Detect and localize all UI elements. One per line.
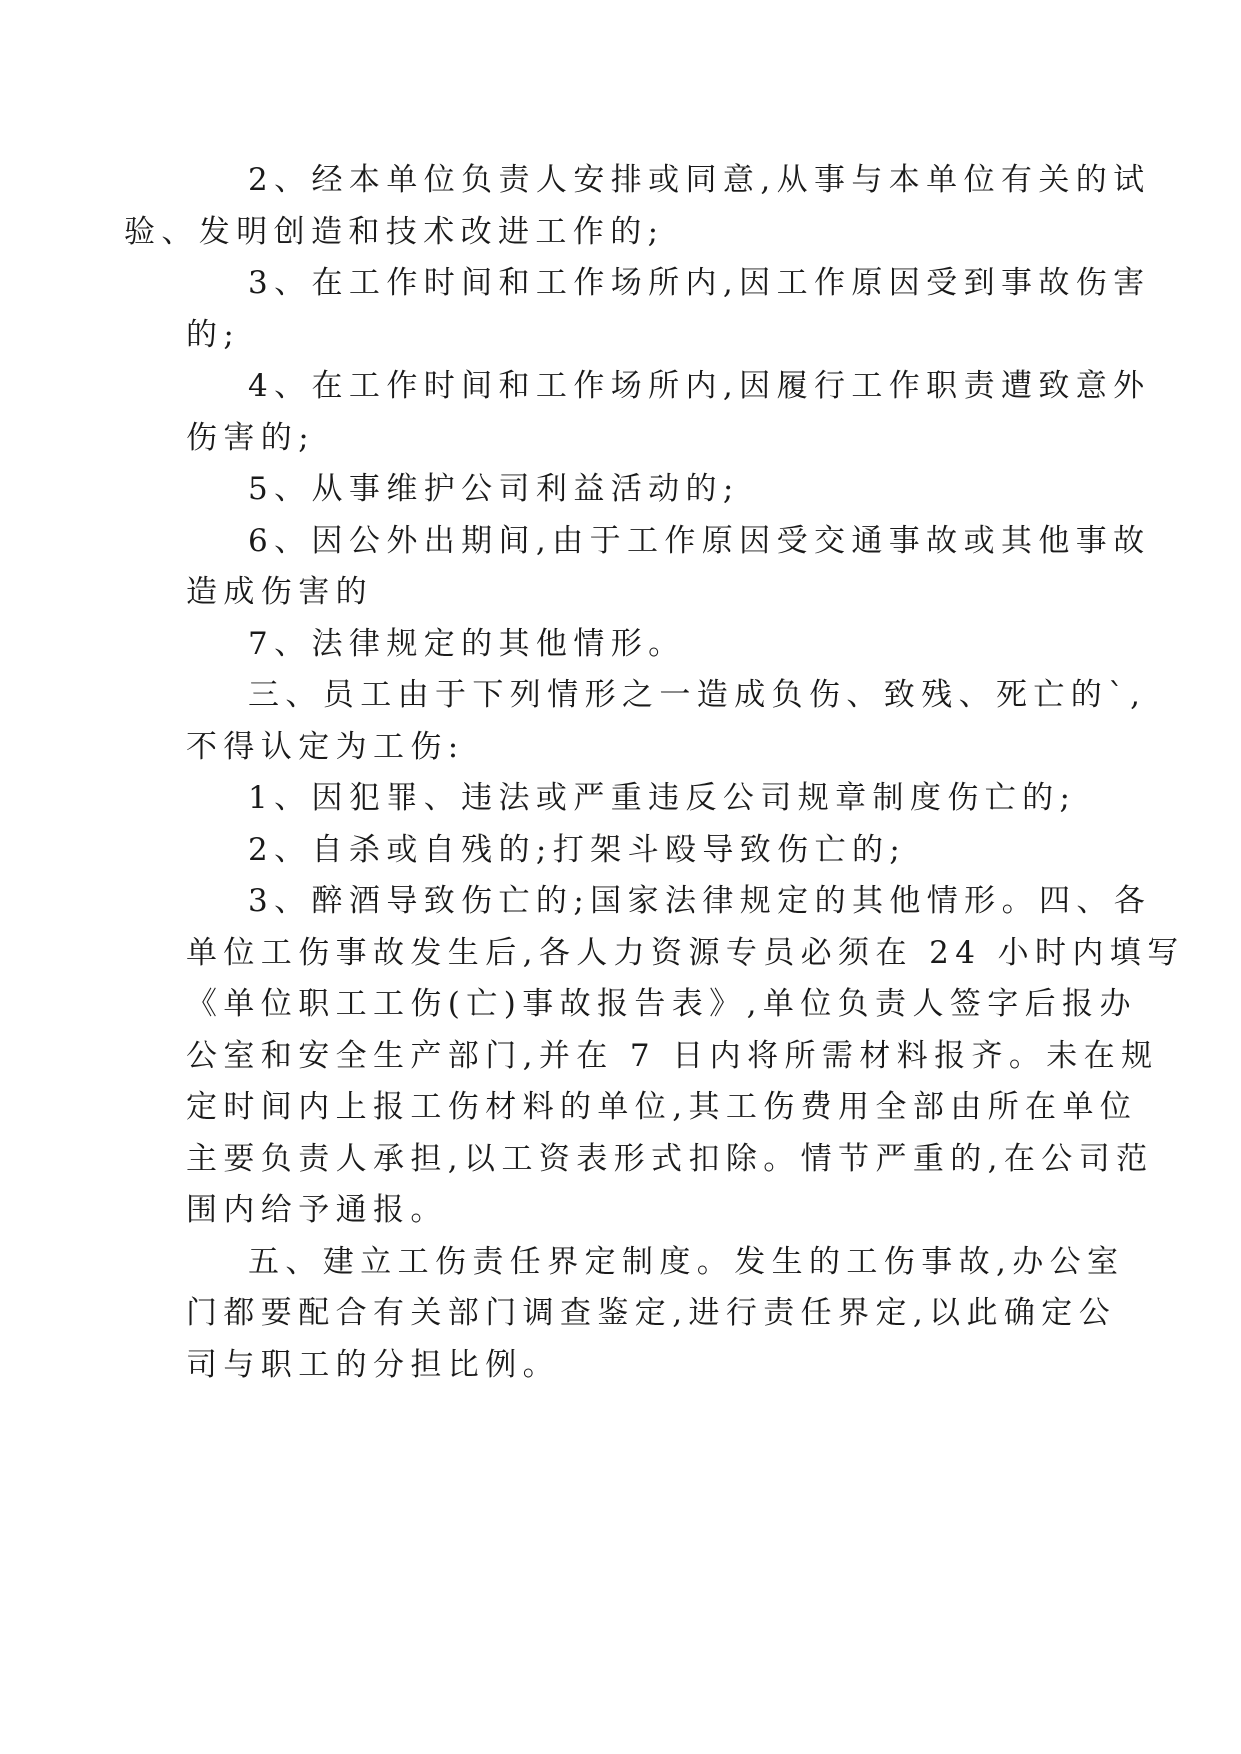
paragraph-item-2 [124,155,1151,258]
text-line: 不得认定为工伤: [186,728,465,765]
text-line: 6、因公外出期间,由于工作原因受交通事故或其他事故 [248,522,1151,559]
text-line: 5、从事维护公司利益活动的; [248,471,740,507]
text-line: 造成伤害的 [186,574,373,610]
text-line: 门都要配合有关部门调查鉴定,进行责任界定,以此确定公 [186,1295,1117,1331]
paragraph-item-3 [186,258,1151,361]
text-line: 伤害的; [186,419,316,456]
paragraph-item-5 [186,464,1056,516]
text-line: 7、法律规定的其他情形。 [248,625,686,662]
paragraph-exclusion-1 [186,773,1077,825]
text-line: 2、经本单位负责人安排或同意,从事与本单位有关的试 [248,162,1151,198]
text-line: 单位工伤事故发生后,各人力资源专员必须在 24 小时内填写 [186,934,1185,971]
text-line: 三、员工由于下列情形之一造成负伤、致残、死亡的`, [248,677,1147,713]
text-line: 3、在工作时间和工作场所内,因工作原因受到事故伤害 [248,265,1151,301]
paragraph-exclusion-3-and-section-4 [186,876,1185,1237]
paragraph-section-5 [186,1237,1125,1392]
text-line: 1、因犯罪、违法或严重违反公司规章制度伤亡的; [248,780,1077,816]
text-line: 3、醉酒导致伤亡的;国家法律规定的其他情形。四、各 [248,883,1152,919]
paragraph-item-4 [186,361,1151,464]
text-line: 定时间内上报工伤材料的单位,其工伤费用全部由所在单位 [186,1089,1138,1125]
paragraph-item-7 [186,619,1056,671]
text-line: 主要负责人承担,以工资表形式扣除。情节严重的,在公司范 [186,1140,1154,1177]
text-line: 五、建立工伤责任界定制度。发生的工伤事故,办公室 [248,1243,1125,1280]
text-line: 的; [186,316,241,353]
text-line: 围内给予通报。 [186,1192,448,1228]
text-line: 司与职工的分担比例。 [186,1346,560,1383]
text-line: 公室和安全生产部门,并在 7 日内将所需材料报齐。未在规 [186,1037,1159,1074]
paragraph-item-6 [186,516,1151,619]
text-line: 验、发明创造和技术改进工作的; [124,213,665,250]
paragraph-exclusion-2 [186,825,1056,877]
document-body [124,155,1185,1391]
paragraph-section-3 [186,670,1147,773]
text-line: 2、自杀或自残的;打架斗殴导致伤亡的; [248,831,907,868]
text-line: 《单位职工工伤(亡)事故报告表》,单位负责人签字后报办 [186,986,1137,1022]
text-line: 4、在工作时间和工作场所内,因履行工作职责遭致意外 [248,368,1151,404]
